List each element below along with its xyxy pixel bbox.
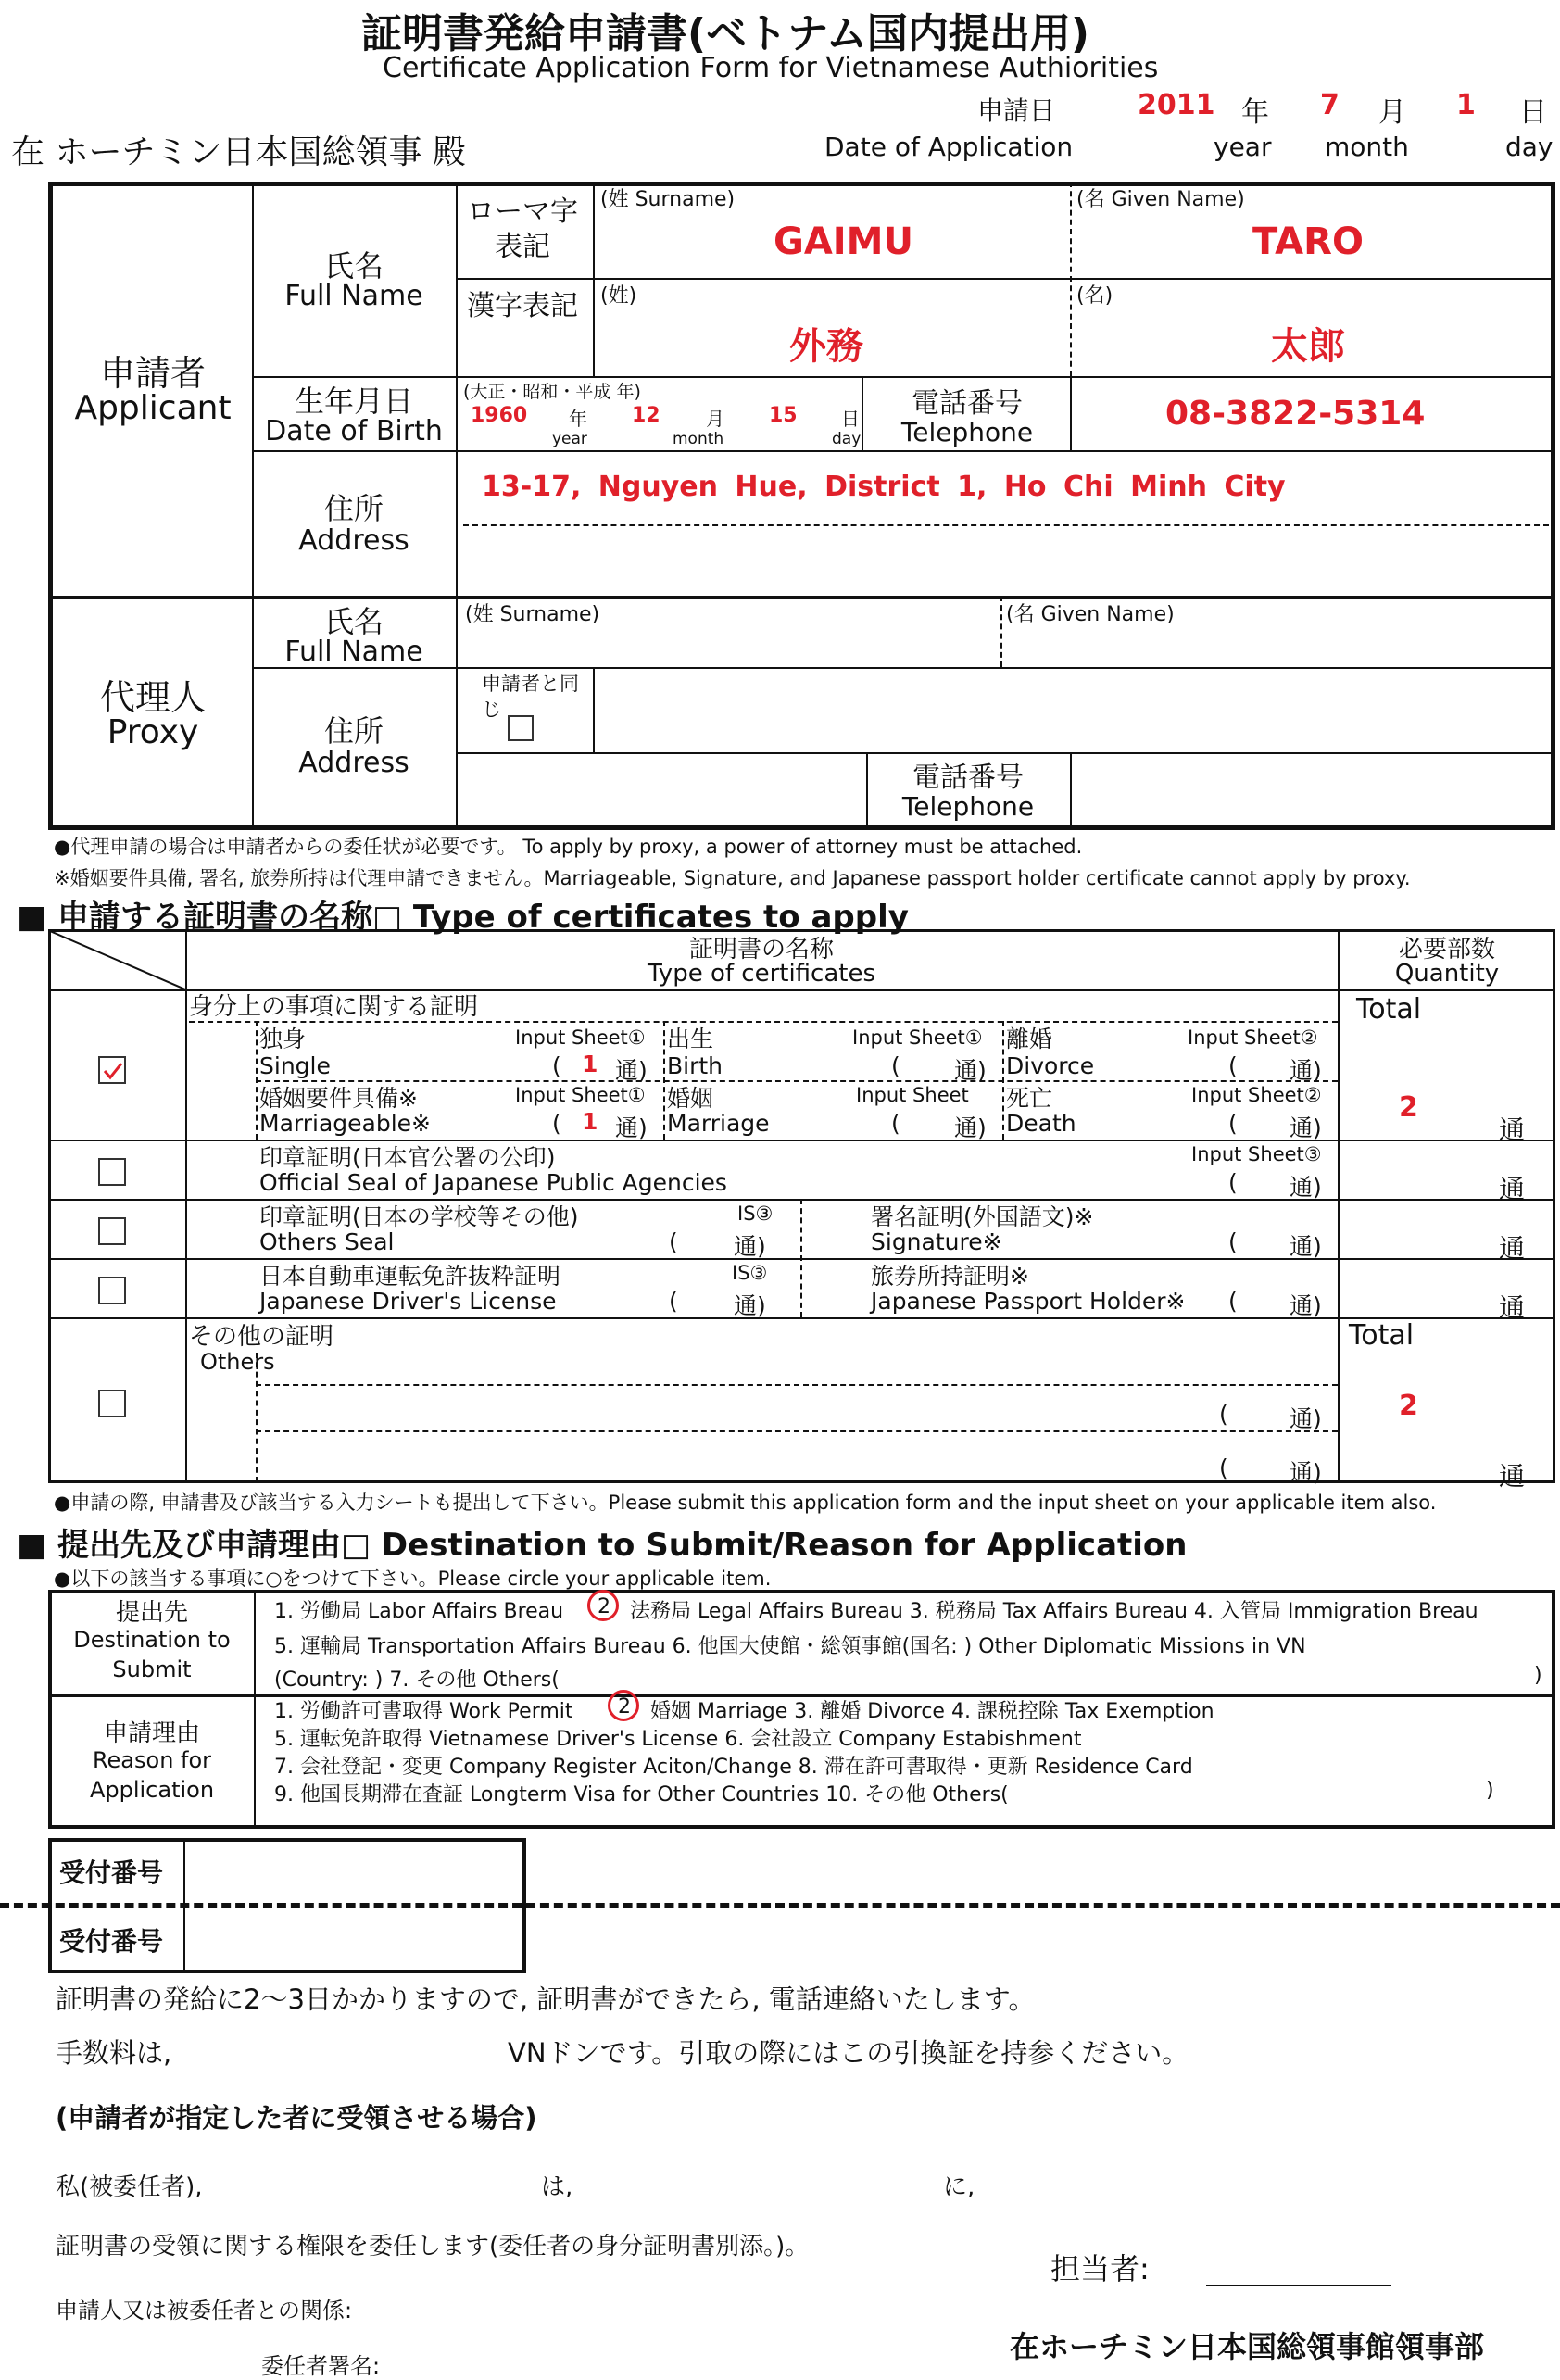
proxy-restriction-note: ※婚姻要件具備, 署名, 旅券所持は代理申請できません。Marriageable, Signature, and Japanese passport holder certificate cannot apply by proxy.	[54, 867, 1411, 889]
addressee: 在 ホーチミン日本国総領事 殿	[11, 133, 466, 171]
application-day[interactable]: 1	[1456, 89, 1476, 121]
proxy-given-name-hint: (名 Given Name)	[1006, 603, 1175, 626]
delegate-heading: (申請者が指定した者に受領させる場合)	[56, 2102, 537, 2134]
destination-label-en: Destination to Submit	[73, 1627, 231, 1682]
fee-label: 手数料は,	[56, 2037, 172, 2069]
divider	[256, 1021, 258, 1140]
divorce-label: 離婚	[1006, 1026, 1053, 1052]
paren: (	[891, 1110, 900, 1137]
paren: (	[891, 1052, 900, 1079]
proxy-surname-hint: (姓 Surname)	[465, 603, 600, 626]
dob-day-unit: 日	[841, 408, 860, 430]
reason-options-line4[interactable]: 9. 他国長期滞在査証 Longterm Visa for Other Countries 10. その他 Others(	[274, 1783, 1009, 1807]
delegate-ni: に,	[943, 2173, 975, 2201]
marriageable-label-en: Marriageable※	[259, 1110, 431, 1137]
dob-month-label: month	[673, 430, 724, 448]
tsu-unit: 通	[1499, 1174, 1526, 1204]
drivers-license-sheet: IS③	[732, 1262, 768, 1284]
official-seal-label-en: Official Seal of Japanese Public Agencies	[259, 1169, 727, 1196]
year-label: year	[1214, 132, 1272, 162]
divider	[256, 1080, 1338, 1082]
dob-label: 生年月日	[294, 384, 413, 419]
total-quantity[interactable]: 2	[1399, 1091, 1418, 1124]
divider	[1070, 182, 1072, 376]
destination-options-rest[interactable]: 法務局 Legal Affairs Bureau 3. 税務局 Tax Affairs Bureau 4. 入管局 Immigration Breau	[630, 1600, 1478, 1623]
dob-month-unit: 月	[706, 408, 724, 430]
paren-tsu: 通)	[734, 1233, 766, 1260]
authority-statement: 証明書の受領に関する権限を委任します(委任者の身分証明書別添。)。	[56, 2233, 810, 2260]
applicant-section-label: 申請者	[99, 353, 206, 394]
given-name-hint: (名 Given Name)	[1076, 188, 1245, 211]
date-of-application-label: Date of Application	[824, 132, 1074, 162]
destination-options-line3[interactable]: (Country: ) 7. その他 Others(	[274, 1669, 560, 1692]
fee-note: VNドンです。引取の際にはこの引換証を持参ください。	[508, 2037, 1189, 2069]
issuance-notice: 証明書の発給に2～3日かかりますので, 証明書ができたら, 電話連絡いたします。	[56, 1983, 1036, 2015]
kanji-label: 漢字表記	[467, 290, 578, 322]
same-as-applicant-label: 申請者と同じ	[482, 673, 579, 721]
others-seal-checkbox[interactable]	[98, 1217, 126, 1245]
divider	[1000, 596, 1002, 667]
tsu-unit: 通	[1499, 1292, 1526, 1323]
paren: (	[552, 1052, 561, 1079]
paren: (	[1228, 1288, 1238, 1315]
divorce-label-en: Divorce	[1006, 1052, 1095, 1079]
passport-holder-label-en: Japanese Passport Holder※	[871, 1288, 1186, 1315]
divider	[663, 1021, 665, 1140]
paren-tsu: 通)	[954, 1057, 987, 1084]
surname-kanji[interactable]: 外務	[789, 325, 863, 368]
delegate-line: 私(被委任者),	[56, 2173, 203, 2201]
reason-label: 申請理由	[103, 1719, 200, 1747]
proxy-telephone-label: 電話番号	[912, 762, 1024, 794]
divider	[1002, 1021, 1004, 1140]
signature-label: 署名証明(外国語文)※	[871, 1203, 1094, 1230]
paren: (	[1219, 1454, 1228, 1481]
marriage-sheet: Input Sheet	[856, 1084, 969, 1106]
paren-tsu: 通)	[1290, 1114, 1322, 1141]
drivers-license-checkbox[interactable]	[98, 1277, 126, 1304]
staff-label: 担当者:	[1050, 2251, 1150, 2286]
divorce-sheet: Input Sheet②	[1188, 1026, 1318, 1049]
single-label-en: Single	[259, 1052, 331, 1079]
paren: (	[1219, 1401, 1228, 1428]
tsu-unit: 通	[1499, 1461, 1526, 1492]
paren-close: )	[1534, 1664, 1542, 1687]
dob-month[interactable]: 12	[632, 404, 660, 427]
divider	[256, 1430, 1338, 1432]
official-seal-checkbox[interactable]	[98, 1158, 126, 1186]
birth-label: 出生	[667, 1026, 714, 1052]
death-sheet: Input Sheet②	[1191, 1084, 1322, 1106]
dob-year-label: year	[552, 430, 587, 448]
address-label: 住所	[323, 491, 384, 526]
divider	[593, 667, 595, 752]
circle-note: ●以下の該当する事項に○をつけて下さい。Please circle your applicable item.	[54, 1568, 772, 1590]
dob-year[interactable]: 1960	[471, 404, 528, 427]
application-year[interactable]: 2011	[1138, 89, 1215, 121]
single-label: 独身	[259, 1026, 307, 1052]
telephone-label-en: Telephone	[900, 417, 1034, 447]
quantity-header-en: Quantity	[1394, 960, 1500, 988]
official-seal-sheet: Input Sheet③	[1191, 1143, 1322, 1165]
personal-status-group: 身分上の事項に関する証明	[189, 993, 479, 1021]
paren: (	[552, 1110, 561, 1137]
paren-tsu: 通)	[1290, 1459, 1322, 1486]
divider	[800, 1199, 802, 1317]
relationship-label: 申請人又は被委任者との関係:	[56, 2298, 353, 2323]
receipt-number-label-2: 受付番号	[59, 1926, 164, 1957]
paren-tsu: 通)	[1290, 1405, 1322, 1432]
paren: (	[1228, 1110, 1238, 1137]
proxy-section-label: 代理人	[99, 677, 206, 718]
paren-tsu: 通)	[734, 1292, 766, 1319]
destination-heading: ■ 提出先及び申請理由□ Destination to Submit/Reason for Application	[17, 1527, 1188, 1564]
cut-line	[0, 1903, 1560, 1908]
divider	[185, 929, 187, 1483]
marriage-label-en: Marriage	[667, 1110, 770, 1137]
divider	[1070, 752, 1072, 830]
dob-label-en: Date of Birth	[265, 415, 443, 447]
paren-tsu: 通)	[615, 1057, 648, 1084]
destination-option-1[interactable]: 1. 労働局 Labor Affairs Breau	[274, 1600, 564, 1623]
cert-name-header: 証明書の名称	[688, 936, 834, 963]
given-name-roman[interactable]: TARO	[1252, 220, 1364, 263]
submit-note: ●申請の際, 申請書及び該当する入力シートも提出して下さい。Please submit this application form and the input sheet on your applicable item also.	[54, 1492, 1437, 1514]
consulate-office: 在ホーチミン日本国総領事館領事部	[1010, 2329, 1485, 2364]
paren-tsu: 通)	[1290, 1057, 1322, 1084]
others-total-label: Total	[1349, 1319, 1415, 1352]
application-date-label: 申請日	[977, 95, 1056, 126]
staff-signature-line	[1206, 2285, 1391, 2286]
others-label: その他の証明	[189, 1323, 334, 1351]
divider	[593, 182, 595, 376]
death-label: 死亡	[1006, 1085, 1053, 1112]
year-unit: 年	[1241, 96, 1269, 129]
drivers-license-label: 日本自動車運転免許抜粋証明	[259, 1263, 561, 1290]
day-label: day	[1505, 132, 1554, 162]
marriageable-label: 婚姻要件具備※	[259, 1085, 418, 1112]
receipt-number-label: 受付番号	[59, 1857, 164, 1888]
divider	[256, 1384, 1338, 1386]
others-checkbox[interactable]	[98, 1390, 126, 1417]
paren: (	[1228, 1228, 1238, 1255]
paren-tsu: 通)	[1290, 1292, 1322, 1319]
tsu-unit: 通	[1499, 1233, 1526, 1264]
paren: (	[1228, 1169, 1238, 1196]
reason-options-line3[interactable]: 7. 会社登記・変更 Company Register Aciton/Change 8. 滞在許可書取得・更新 Residence Card	[274, 1756, 1193, 1779]
divider	[252, 450, 1555, 452]
others-seal-label-en: Others Seal	[259, 1228, 395, 1255]
reason-label-en: Reason for Application	[89, 1747, 215, 1803]
destination-option-2-number[interactable]: 2	[598, 1595, 610, 1618]
paren-close: )	[1486, 1779, 1494, 1802]
signature-label-en: Signature※	[871, 1228, 1002, 1255]
death-label-en: Death	[1006, 1110, 1076, 1137]
full-name-label-en: Full Name	[284, 280, 423, 312]
passport-holder-label: 旅券所持証明※	[871, 1263, 1029, 1290]
paren-tsu: 通)	[954, 1114, 987, 1141]
dob-day-label: day	[832, 430, 862, 448]
address-label-en: Address	[298, 524, 409, 557]
others-seal-sheet: IS③	[737, 1203, 774, 1225]
given-kanji-hint: (名)	[1076, 284, 1113, 308]
single-sheet: Input Sheet①	[515, 1026, 646, 1049]
paren: (	[1228, 1052, 1238, 1079]
marriageable-quantity[interactable]: 1	[582, 1108, 598, 1135]
official-seal-label: 印章証明(日本官公署の公印)	[259, 1144, 556, 1171]
proxy-name-label: 氏名	[323, 604, 384, 639]
same-as-applicant-checkbox[interactable]	[508, 715, 534, 741]
surname-roman[interactable]: GAIMU	[774, 220, 913, 263]
tsu-unit: 通	[1499, 1114, 1526, 1145]
reason-option-2-number[interactable]: 2	[618, 1695, 631, 1719]
proxy-address-label: 住所	[323, 713, 384, 749]
others-seal-label: 印章証明(日本の学校等その他)	[259, 1203, 579, 1230]
marriageable-sheet: Input Sheet①	[515, 1084, 646, 1106]
delegate-wa: は,	[541, 2173, 573, 2201]
destination-label: 提出先	[115, 1599, 188, 1627]
quantity-header: 必要部数	[1398, 936, 1495, 963]
given-name-kanji[interactable]: 太郎	[1271, 325, 1345, 368]
proxy-note: ●代理申請の場合は申請者からの委任状が必要です。 To apply by proxy, a power of attorney must be attached.	[54, 836, 1083, 858]
checkmark-icon	[102, 1060, 124, 1082]
month-label: month	[1325, 132, 1409, 162]
drivers-license-label-en: Japanese Driver's License	[259, 1288, 557, 1315]
cert-name-header-en: Type of certificates	[647, 960, 876, 988]
paren-tsu: 通)	[1290, 1174, 1322, 1201]
dob-year-unit: 年	[569, 408, 587, 430]
paren-tsu: 通)	[1290, 1233, 1322, 1260]
single-quantity[interactable]: 1	[582, 1051, 598, 1077]
reason-option-1[interactable]: 1. 労働許可書取得 Work Permit	[274, 1700, 573, 1723]
paren-tsu: 通)	[615, 1114, 648, 1141]
application-month[interactable]: 7	[1320, 89, 1340, 121]
page-subtitle: Certificate Application Form for Vietnamese Authiorities	[383, 52, 1159, 84]
divider	[254, 1590, 256, 1829]
surname-hint: (姓 Surname)	[600, 188, 736, 211]
month-unit: 月	[1378, 96, 1406, 129]
others-total-quantity[interactable]: 2	[1399, 1390, 1418, 1422]
birth-sheet: Input Sheet①	[852, 1026, 983, 1049]
divider	[1338, 929, 1340, 1483]
telephone-label: 電話番号	[912, 387, 1023, 420]
dob-day[interactable]: 15	[769, 404, 798, 427]
reason-options-line2[interactable]: 5. 運転免許取得 Vietnamese Driver's License 6. 会社設立 Company Estabishment	[274, 1728, 1082, 1751]
diagonal-line	[50, 931, 185, 989]
divider	[862, 376, 863, 450]
telephone-value[interactable]: 08-3822-5314	[1165, 395, 1426, 433]
day-unit: 日	[1519, 96, 1547, 129]
total-label: Total	[1356, 993, 1422, 1026]
certificates-heading: ■ 申請する証明書の名称□ Type of certificates to apply	[17, 899, 909, 936]
others-label-en: Others	[200, 1349, 275, 1375]
paren: (	[669, 1288, 678, 1315]
marriage-label: 婚姻	[667, 1085, 714, 1112]
proxy-section-label-en: Proxy	[107, 713, 199, 751]
address-value[interactable]: 13-17, Nguyen Hue, District 1, Ho Chi Minh City	[482, 471, 1286, 503]
paren: (	[669, 1228, 678, 1255]
divider	[1070, 376, 1072, 450]
surname-kanji-hint: (姓)	[600, 284, 637, 308]
full-name-label: 氏名	[323, 248, 384, 283]
proxy-telephone-label-en: Telephone	[901, 791, 1035, 822]
signature-label: 委任者署名:	[261, 2353, 381, 2379]
birth-label-en: Birth	[667, 1052, 723, 1079]
applicant-section-label-en: Applicant	[74, 389, 232, 427]
page-title: 証明書発給申請書(ベトナム国内提出用)	[361, 10, 1090, 57]
roman-label: ローマ字表記	[467, 195, 578, 263]
proxy-name-label-en: Full Name	[284, 636, 423, 668]
divider	[463, 524, 1549, 526]
reason-options-rest[interactable]: 婚姻 Marriage 3. 離婚 Divorce 4. 課税控除 Tax Exemption	[650, 1700, 1214, 1723]
destination-options-line2[interactable]: 5. 運輸局 Transportation Affairs Bureau 6. 他国大使館・総領事館(国名: ) Other Diplomatic Missions in VN	[274, 1635, 1306, 1658]
proxy-address-label-en: Address	[298, 747, 409, 779]
era-hint: (大正・昭和・平成 年)	[463, 382, 641, 402]
